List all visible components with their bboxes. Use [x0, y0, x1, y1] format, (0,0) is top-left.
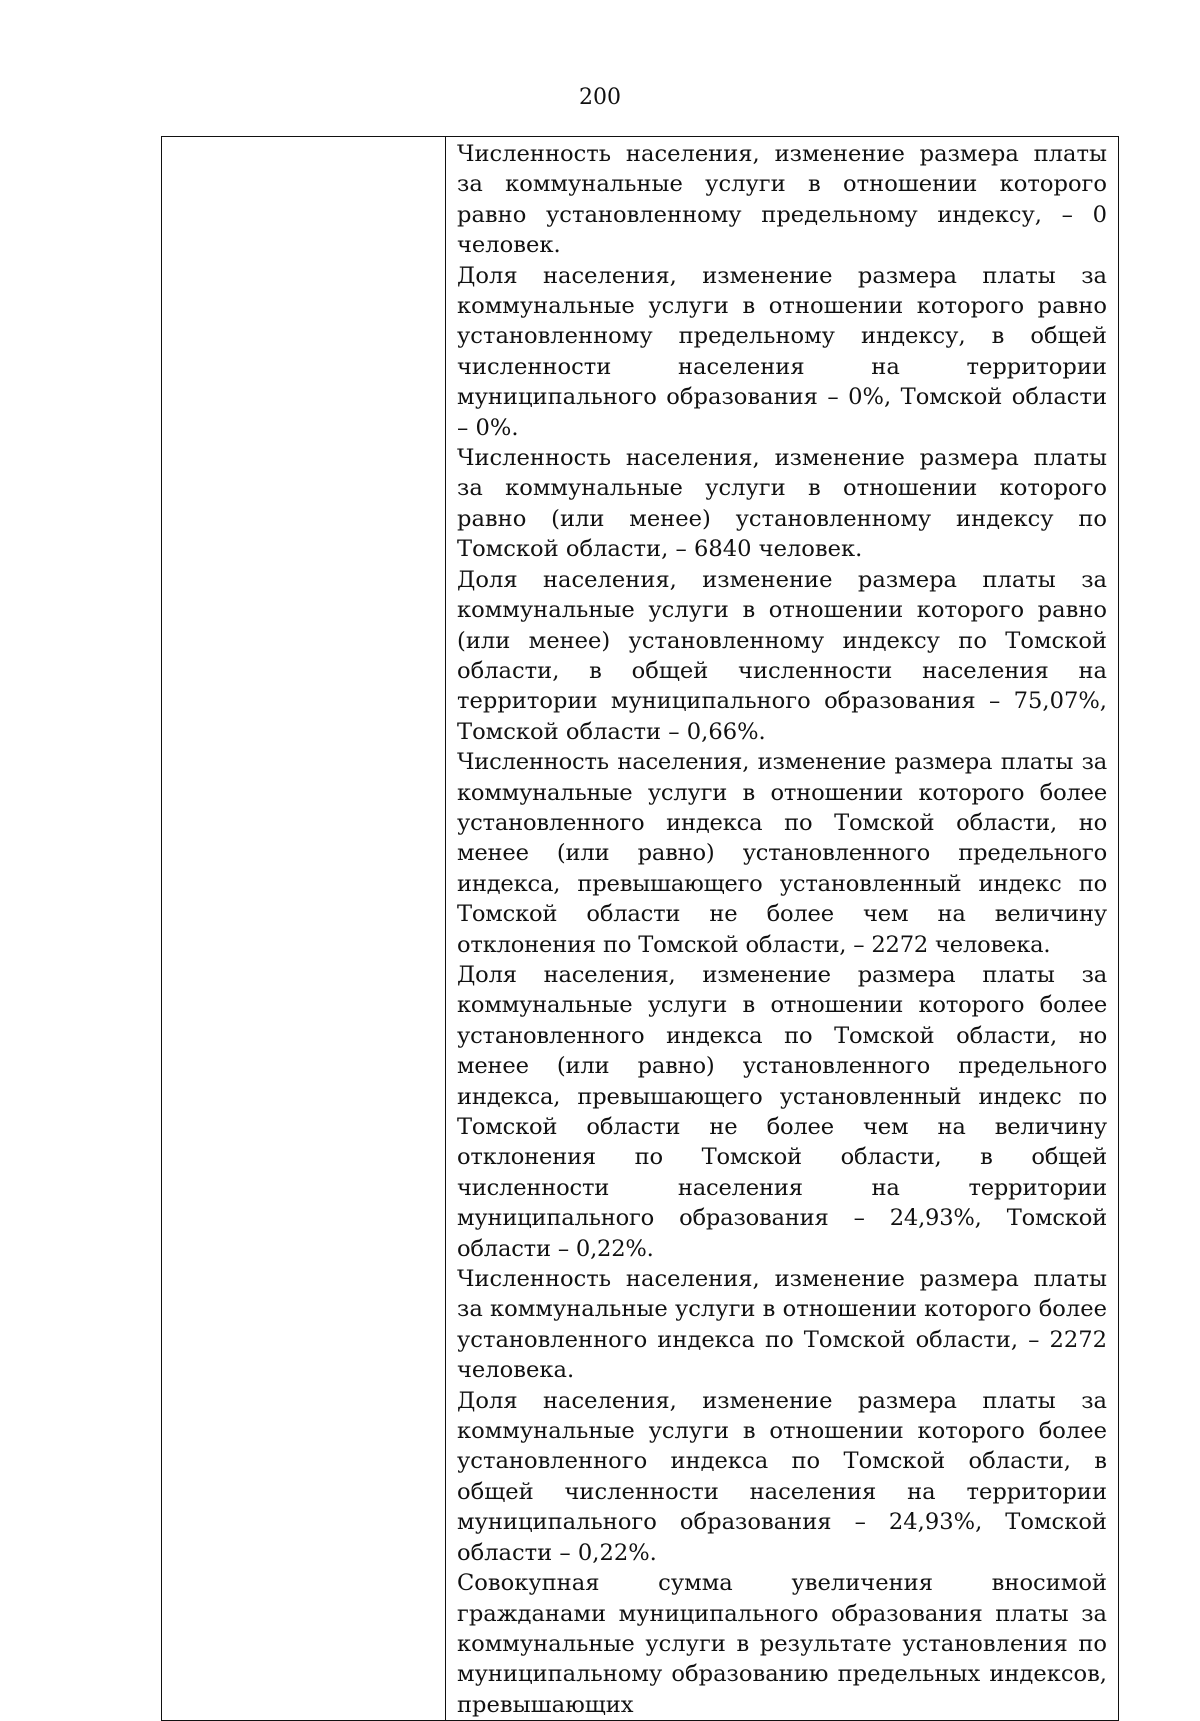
table-cell-left	[162, 137, 446, 1721]
paragraph-share-above-index: Доля населения, изменение размера платы за коммунальные услуги в отношении которого более установленного индекса по Томской области, в общей численности населения на территории муниципального образования – 24,93%, Томской области – 0,22%.	[457, 1387, 1107, 1566]
paragraph-share-equal-limit: Доля населения, изменение размера платы за коммунальные услуги в отношении которого равно установленному предельному индексу, в общей численности населения на территории муниципального образования – 0%, Томской области – 0%.	[457, 262, 1107, 441]
table-cell-right	[446, 137, 1119, 1721]
paragraph-population-equal-limit: Численность населения, изменение размера платы за коммунальные услуги в отношении которого равно установленному предельному индексу, – 0 человек.	[457, 141, 1107, 259]
paragraph-share-above-index-within-deviation: Доля населения, изменение размера платы за коммунальные услуги в отношении которого более установленного индекса по Томской области, но менее (или равно) установленного предельного индекса, превышающего установленный индекс по Томской области не более чем на величину отклонения по Томской области, в общей численности населения на территории муниципального образования – 24,93%, Томской области – 0,22%.	[457, 961, 1107, 1262]
paragraph-share-equal-or-less-index: Доля населения, изменение размера платы за коммунальные услуги в отношении которого равно (или менее) установленному индексу по Томской области, в общей численности населения на территории муниципального образования – 75,07%, Томской области – 0,66%.	[457, 566, 1107, 745]
paragraph-total-payment-increase: Совокупная сумма увеличения вносимой гражданами муниципального образования платы за коммунальные услуги в результате установления по муниципальному образованию предельных индексов, превышающих	[457, 1570, 1107, 1718]
paragraph-population-equal-or-less-index: Численность населения, изменение размера платы за коммунальные услуги в отношении которого равно (или менее) установленному индексу по Томской области, – 6840 человек.	[457, 445, 1107, 563]
paragraph-population-above-index: Численность населения, изменение размера платы за коммунальные услуги в отношении которого более установленного индекса по Томской области, – 2272 человека.	[457, 1266, 1107, 1384]
document-table	[161, 136, 1119, 1721]
page-number: 200	[579, 85, 621, 110]
paragraph-population-above-index-within-deviation: Численность населения, изменение размера платы за коммунальные услуги в отношении которого более установленного индекса по Томской области, но менее (или равно) установленного предельного индекса, превышающего установленный индекс по Томской области не более чем на величину отклонения по Томской области, – 2272 человека.	[457, 749, 1107, 958]
table-row	[162, 137, 1119, 1721]
